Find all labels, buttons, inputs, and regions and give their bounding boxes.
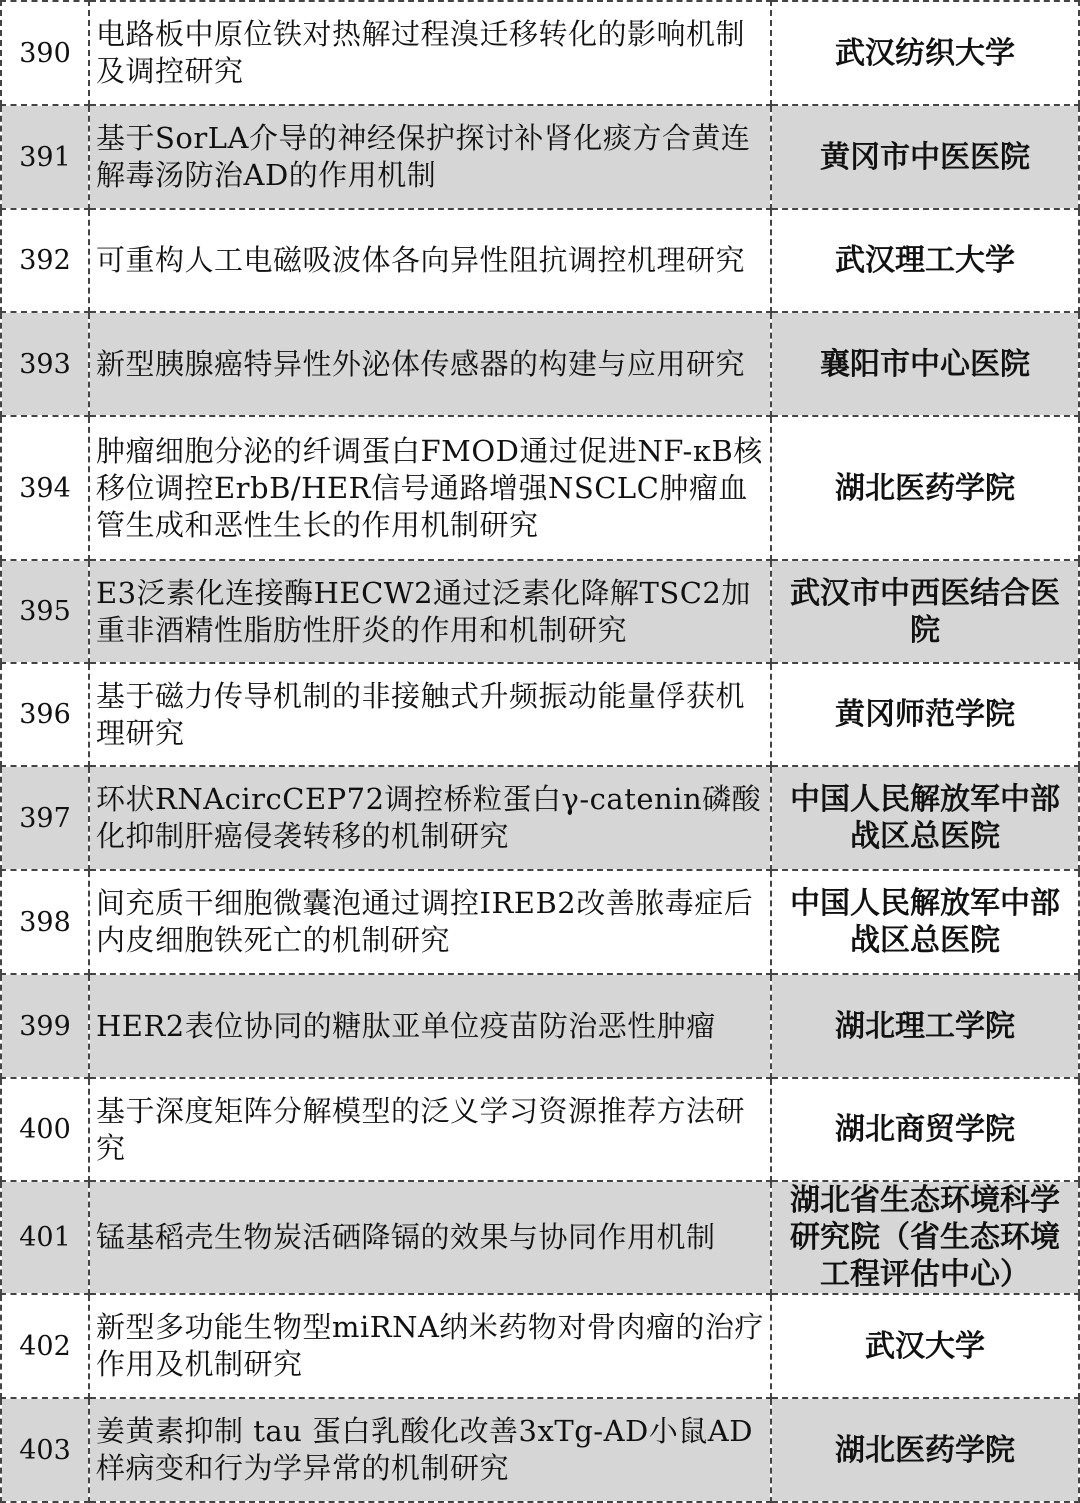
project-title: 姜黄素抑制 tau 蛋白乳酸化改善3xTg-AD小鼠AD样病变和行为学异常的机制研究 [89,1398,771,1502]
row-number: 398 [1,870,89,974]
project-table-body [1,1,1079,1502]
row-number: 393 [1,312,89,416]
organization: 中国人民解放军中部战区总医院 [771,870,1079,974]
row-number: 394 [1,416,89,560]
table-row [1,1181,1079,1294]
organization: 湖北省生态环境科学研究院（省生态环境工程评估中心） [771,1181,1079,1294]
table-row [1,1078,1079,1181]
organization: 湖北医药学院 [771,416,1079,560]
project-title: 间充质干细胞微囊泡通过调控IREB2改善脓毒症后内皮细胞铁死亡的机制研究 [89,870,771,974]
project-title: 电路板中原位铁对热解过程溴迁移转化的影响机制及调控研究 [89,1,771,105]
table-row [1,312,1079,416]
project-title: HER2表位协同的糖肽亚单位疫苗防治恶性肿瘤 [89,974,771,1078]
project-title: 锰基稻壳生物炭活硒降镉的效果与协同作用机制 [89,1181,771,1294]
organization: 武汉理工大学 [771,209,1079,312]
project-title: 肿瘤细胞分泌的纤调蛋白FMOD通过促进NF-κB核移位调控ErbB/HER信号通路增强NSCLC肿瘤血管生成和恶性生长的作用机制研究 [89,416,771,560]
project-title: E3泛素化连接酶HECW2通过泛素化降解TSC2加重非酒精性脂肪性肝炎的作用和机制研究 [89,560,771,663]
project-title: 环状RNAcircCEP72调控桥粒蛋白γ-catenin磷酸化抑制肝癌侵袭转移的机制研究 [89,766,771,870]
table-row [1,663,1079,766]
row-number: 395 [1,560,89,663]
row-number: 391 [1,105,89,209]
table-row [1,766,1079,870]
project-title: 可重构人工电磁吸波体各向异性阻抗调控机理研究 [89,209,771,312]
row-number: 400 [1,1078,89,1181]
row-number: 399 [1,974,89,1078]
project-title: 基于磁力传导机制的非接触式升频振动能量俘获机理研究 [89,663,771,766]
row-number: 392 [1,209,89,312]
project-title: 新型胰腺癌特异性外泌体传感器的构建与应用研究 [89,312,771,416]
row-number: 402 [1,1294,89,1398]
row-number: 403 [1,1398,89,1502]
organization: 湖北商贸学院 [771,1078,1079,1181]
table-row [1,209,1079,312]
organization: 湖北医药学院 [771,1398,1079,1502]
table-row [1,1294,1079,1398]
table-row [1,105,1079,209]
table-row [1,560,1079,663]
organization: 湖北理工学院 [771,974,1079,1078]
organization: 黄冈师范学院 [771,663,1079,766]
row-number: 396 [1,663,89,766]
organization: 武汉市中西医结合医院 [771,560,1079,663]
table-row [1,870,1079,974]
project-title: 基于深度矩阵分解模型的泛义学习资源推荐方法研究 [89,1078,771,1181]
row-number: 397 [1,766,89,870]
project-title: 新型多功能生物型miRNA纳米药物对骨肉瘤的治疗作用及机制研究 [89,1294,771,1398]
organization: 中国人民解放军中部战区总医院 [771,766,1079,870]
organization: 武汉纺织大学 [771,1,1079,105]
organization: 襄阳市中心医院 [771,312,1079,416]
row-number: 390 [1,1,89,105]
table-row [1,416,1079,560]
table-row [1,1,1079,105]
organization: 武汉大学 [771,1294,1079,1398]
row-number: 401 [1,1181,89,1294]
table-row [1,1398,1079,1502]
project-title: 基于SorLA介导的神经保护探讨补肾化痰方合黄连解毒汤防治AD的作用机制 [89,105,771,209]
table-row [1,974,1079,1078]
organization: 黄冈市中医医院 [771,105,1079,209]
